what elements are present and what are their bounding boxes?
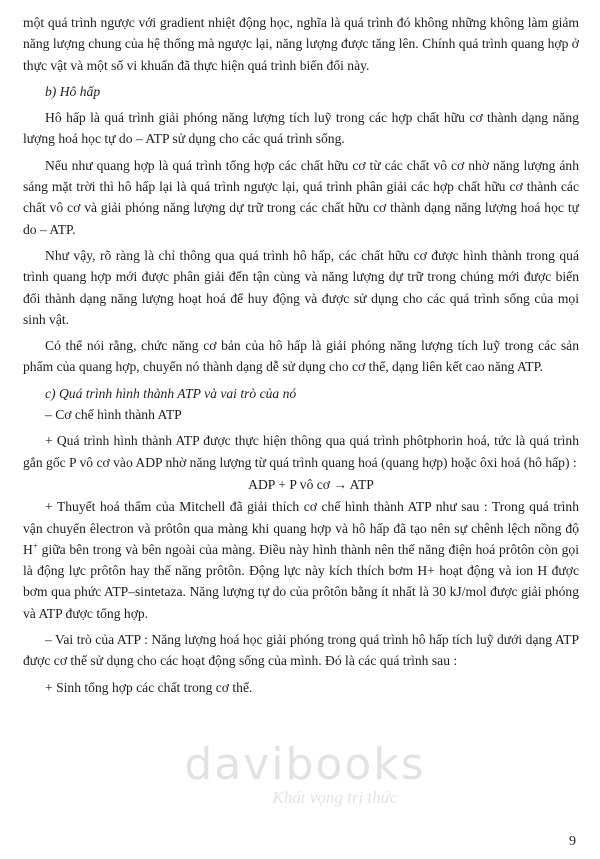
formula-atp: ADP + P vô cơ → ATP xyxy=(248,476,374,492)
paragraph-phosphorylation: + Quá trình hình thành ATP được thực hiện thông qua quá trình phôtphorin hoá, tức là quá trình gắn gốc P vô cơ vào ADP nhờ năng lượng từ quá trình quang hoá (quang hợp) hoặc ôxi hoá (hô hấp) : xyxy=(23,433,579,470)
section-heading-c: c) Quá trình hình thành ATP và vai trò của nó xyxy=(45,385,297,401)
paragraph-continuation: một quá trình ngược với gradient nhiệt động học, nghĩa là quá trình đó không những không làm giảm năng lượng chung của hệ thống mà ngược lại, năng lượng được tăng lên. Chính quá trình quang hợp ở thực vật và một số vi khuẩn đã thực hiện quá trình biến đổi này. xyxy=(23,15,579,73)
watermark-brand: davibooks xyxy=(184,739,426,790)
mitchell-text-end: giữa bên trong và bên ngoài của màng. Điều này hình thành nên thế năng điện hoá prôtôn còn gọi là động lực prôtôn hay thế năng prôtôn. Động lực này kích thích bơm H+ hoạt động và ion H được bơm qua phức ATP–sintetaza. Năng lượng tự do của prôtôn bằng ít nhất là 30 kJ/mol được giải phóng và ATP được tổng hợp. xyxy=(23,541,579,621)
paragraph-respiration-vs-photosynthesis: Nếu như quang hợp là quá trình tổng hợp các chất hữu cơ từ các chất vô cơ nhờ năng lượng ánh sáng mặt trời thì hô hấp lại là quá trình ngược lại, quá trình phân giải các hợp chất hữu cơ thành các chất vô cơ và giải phóng năng lượng dự trữ trong các chất hữu cơ thành dạng năng lượng hoá học tự do – ATP. xyxy=(23,157,579,237)
watermark-slogan: Khát vọng tri thức xyxy=(272,788,398,807)
page-content xyxy=(23,12,579,698)
mitchell-text-start: + Thuyết hoá thẩm của Mitchell đã giải thích cơ chế hình thành ATP như sau : Trong quá trình vận chuyển êlectron và prôtôn qua màng khi quang hợp và hô hấp đã tạo nên sự chênh lệch nồng độ H xyxy=(23,499,579,557)
paragraph-atp-mechanism-title: – Cơ chế hình thành ATP xyxy=(45,407,182,423)
paragraph-atp-role: – Vai trò của ATP : Năng lượng hoá học giải phóng trong quá trình hô hấp tích luỹ dưới dạng ATP được cơ thể sử dụng cho các hoạt động sống của mình. Đó là các quá trình sau : xyxy=(23,632,579,669)
section-heading-b: b) Hô hấp xyxy=(45,83,101,99)
page-number: 9 xyxy=(569,834,576,849)
paragraph-mitchell-theory xyxy=(23,496,579,624)
paragraph-respiration-definition: Hô hấp là quá trình giải phóng năng lượng tích luỹ trong các hợp chất hữu cơ thành dạng năng lượng hoá học tự do – ATP sử dụng cho các quá trình sống. xyxy=(23,110,579,147)
paragraph-respiration-function: Có thể nói rằng, chức năng cơ bản của hô hấp là giải phóng năng lượng tích luỹ trong các sản phẩm của quang hợp, chuyển nó thành dạng dễ sử dụng cho cơ thể, dạng liên kết cao năng ATP. xyxy=(23,338,579,375)
paragraph-biosynthesis: + Sinh tổng hợp các chất trong cơ thể. xyxy=(45,679,253,695)
paragraph-respiration-role: Như vậy, rõ ràng là chỉ thông qua quá trình hô hấp, các chất hữu cơ được hình thành trong quá trình quang hợp mới được phân giải đến tận cùng và năng lượng dự trữ trong chúng mới được biến đổi thành dạng năng lượng hoạt hoá để huy động và được sử dụng cho các quá trình sống của mọi sinh vật. xyxy=(23,247,579,327)
watermark xyxy=(155,739,455,808)
proton-superscript: + xyxy=(32,540,38,551)
